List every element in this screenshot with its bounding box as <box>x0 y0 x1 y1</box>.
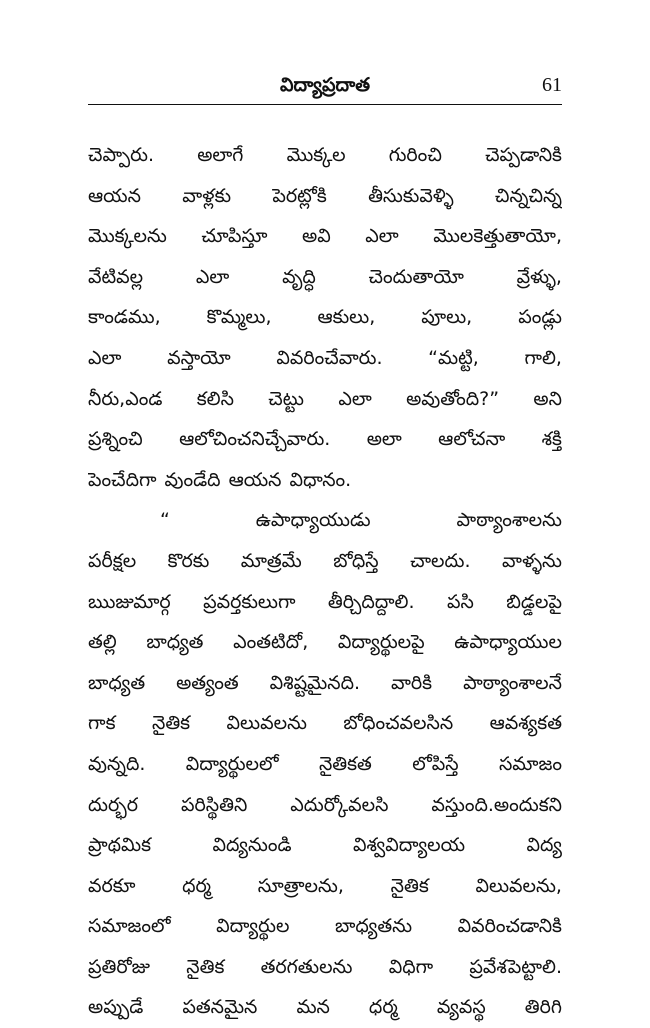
word: పెంచేదిగా <box>88 468 157 491</box>
word: అలాగే <box>197 144 244 166</box>
word: చెట్టు <box>268 387 304 410</box>
text-line <box>88 663 562 704</box>
text-line <box>88 257 562 298</box>
word: నైతిక <box>186 955 225 978</box>
word: వున్నది. <box>88 752 146 775</box>
word: అవుతోంది?” <box>406 387 500 410</box>
word: అలా <box>366 428 402 451</box>
word: విశిష్టమైనది. <box>269 671 361 694</box>
word: వరకూ <box>88 874 136 897</box>
text-line <box>88 703 562 744</box>
word: పరీక్షల <box>88 549 137 572</box>
word: ఆయన <box>88 184 141 207</box>
text-line <box>88 825 562 866</box>
word: ప్రతిరోజు <box>88 955 151 978</box>
word: వాళ్ళను <box>501 549 562 572</box>
text-line <box>88 379 562 420</box>
word: వివరించేవారు. <box>276 346 383 369</box>
word: మాత్రమే <box>240 549 302 572</box>
word: కలిసి <box>196 387 234 410</box>
word: సమాజంలో <box>88 915 171 938</box>
text-line <box>88 947 562 988</box>
word: మొక్కల <box>286 144 346 166</box>
word: విశ్వవిద్యాలయ <box>352 834 466 857</box>
text-line <box>88 622 562 663</box>
word: వివరించడానికి <box>457 915 562 938</box>
word: నైతికత <box>318 752 372 775</box>
word: నైతిక <box>390 874 429 897</box>
word: పసి <box>446 590 474 613</box>
text-line <box>88 460 562 501</box>
word: మొలకెత్తుతాయో, <box>433 225 562 248</box>
word: అని <box>533 387 562 410</box>
word: ఎదుర్కోవలసి <box>290 793 389 816</box>
text-line <box>88 135 562 176</box>
text-line <box>88 866 562 907</box>
text-line <box>88 338 562 379</box>
text-line <box>88 216 562 257</box>
word: పాఠ్యాంశాలనే <box>463 671 562 694</box>
word: వుండేది <box>164 468 221 491</box>
page-number: 61 <box>542 74 562 96</box>
running-title: విద్యాప్రదాత <box>279 74 371 96</box>
word: విద్యనుండి <box>212 834 292 857</box>
word: తీర్చిదిద్దాలి. <box>327 590 415 613</box>
word: ధర్మ <box>182 874 211 897</box>
word: శక్తి <box>541 428 562 451</box>
word: సమాజం <box>498 752 562 775</box>
word: ఆలోచనా <box>438 428 506 451</box>
word: లోపిస్తే <box>412 752 459 775</box>
word: వ్రేళ్ళు, <box>516 265 562 288</box>
word: ఎలా <box>195 265 230 288</box>
word: గురించి <box>388 144 442 166</box>
word: ఉపాధ్యాయుడు <box>255 509 371 532</box>
word: “మట్టి, <box>428 346 479 369</box>
word: విలువలను, <box>475 874 562 897</box>
word: ఎలా <box>365 225 399 248</box>
word: గాక <box>88 712 116 735</box>
word: “ <box>160 509 170 532</box>
word: పెరట్లోకి <box>272 184 327 207</box>
word: బిడ్డలపై <box>506 590 562 613</box>
word: పాఠ్యాంశాలను <box>456 509 562 532</box>
word: ఎలా <box>88 346 122 369</box>
word: కాండము, <box>88 306 161 329</box>
word: అవి <box>302 225 331 248</box>
text-line <box>88 500 562 541</box>
text-line <box>88 906 562 947</box>
word: అత్యంత <box>176 671 239 694</box>
text-line <box>88 176 562 217</box>
word: చాలదు. <box>410 549 471 572</box>
word: ధర్మ <box>368 996 398 1019</box>
word: బాధ్యత <box>146 631 204 654</box>
word: ప్రవేశపెట్టాలి. <box>469 955 562 978</box>
word: బోధిస్తే <box>333 549 379 572</box>
word: వ్యవస్థ <box>436 996 486 1019</box>
word: విద్యార్థులలో <box>185 752 279 775</box>
word: విధిగా <box>388 955 434 978</box>
text-line <box>88 987 562 1028</box>
word: నీరు,ఎండ <box>88 387 163 410</box>
word: వస్తాయో <box>167 346 231 369</box>
word: విద్యార్థులపై <box>337 631 425 654</box>
word: ఋజుమార్గ <box>88 590 171 613</box>
word: ఉపాధ్యాయుల <box>454 631 562 654</box>
word: చూపిస్తూ <box>201 225 268 248</box>
text-line <box>88 785 562 826</box>
word: తల్లి <box>88 631 117 654</box>
word: చిన్నచిన్న <box>494 184 562 207</box>
word: ప్రవర్తకులుగా <box>203 590 296 613</box>
word: ఆయన <box>228 468 282 491</box>
page-header <box>88 72 562 100</box>
word: గాలి, <box>524 346 562 369</box>
word: చెప్పారు. <box>88 144 155 166</box>
word: మన <box>296 996 330 1019</box>
word: అప్పుడే <box>88 996 144 1019</box>
word: కొమ్మలు, <box>206 306 272 329</box>
body-text <box>88 135 562 1028</box>
word: ఎంతటిదో, <box>233 631 309 654</box>
word: ఆవశ్యకత <box>489 712 562 735</box>
text-line <box>88 419 562 460</box>
text-line <box>88 297 562 338</box>
text-line <box>88 541 562 582</box>
word: మొక్కలను <box>88 225 167 248</box>
word: సూత్రాలను, <box>257 874 344 897</box>
word: దుర్భర <box>88 793 139 816</box>
word: బోధించవలసిన <box>343 712 454 735</box>
word: బాధ్యత <box>88 671 146 694</box>
word: పండ్లు <box>518 306 562 329</box>
word: కొరకు <box>167 549 210 572</box>
word: ఆకులు, <box>317 306 376 329</box>
word: విలువలను <box>226 712 307 735</box>
header-rule <box>88 104 562 105</box>
word: విద్య <box>526 834 562 857</box>
word: విద్యార్థుల <box>216 915 290 938</box>
word: ఎలా <box>338 387 372 410</box>
word: చెప్పడానికి <box>485 144 562 166</box>
word: వస్తుంది.అందుకని <box>431 793 562 816</box>
word: పరిస్థితిని <box>180 793 248 816</box>
word: వేటివల్ల <box>88 265 144 288</box>
word: తరగతులను <box>260 955 353 978</box>
word: నైతిక <box>151 712 191 735</box>
word: తీసుకువెళ్ళి <box>368 184 454 207</box>
word: వాళ్లకు <box>182 184 232 207</box>
text-line <box>88 582 562 623</box>
word: చెందుతాయో <box>368 265 464 288</box>
word: పతనమైన <box>182 996 258 1019</box>
word: బాధ్యతను <box>334 915 413 938</box>
text-line <box>88 744 562 785</box>
word: ప్రశ్నించి <box>88 428 143 451</box>
word: తిరిగి <box>524 996 562 1019</box>
word: వృద్ధి <box>282 265 316 288</box>
word: వారికి <box>391 671 433 694</box>
word: పూలు, <box>421 306 473 329</box>
word: విధానం. <box>289 468 352 491</box>
word: ప్రాథమిక <box>88 834 152 857</box>
word: ఆలోచించనిచ్చేవారు. <box>179 428 331 451</box>
